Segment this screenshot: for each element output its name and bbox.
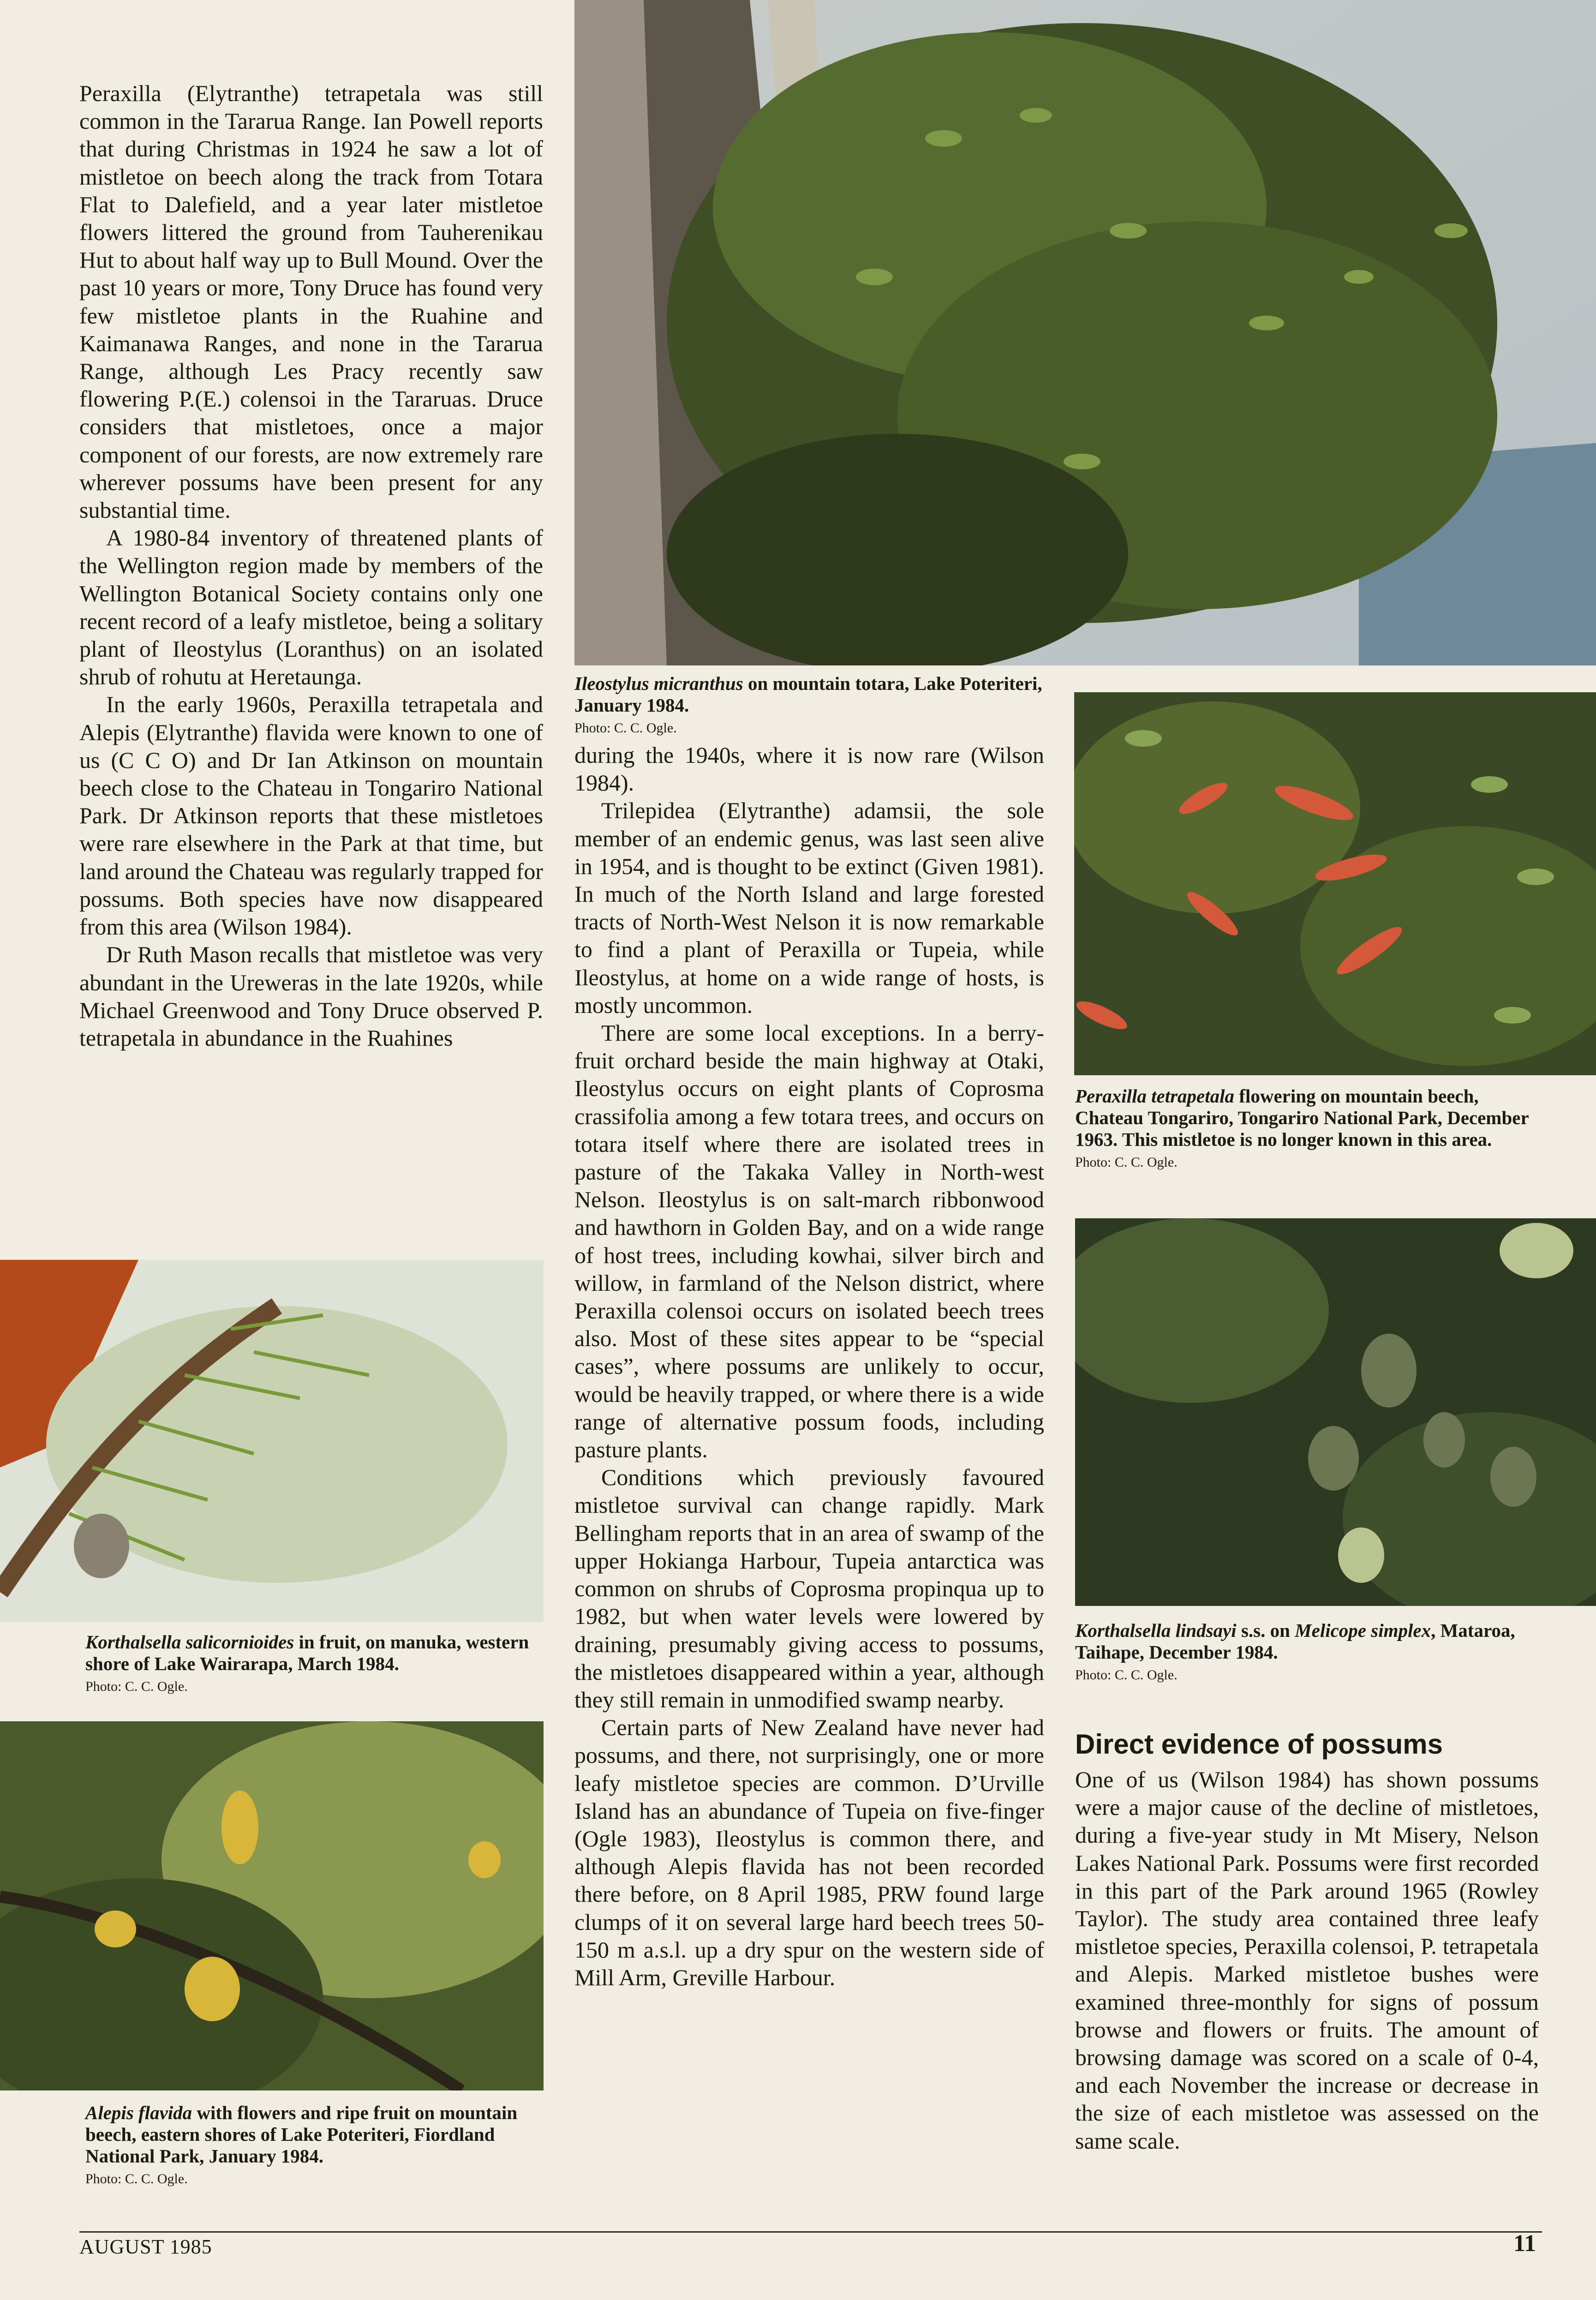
- photo-credit: Photo: C. C. Ogle.: [574, 720, 677, 736]
- photo-credit: Photo: C. C. Ogle.: [85, 1679, 188, 1694]
- paragraph: during the 1940s, where it is now rare (Wilson 1984).: [574, 742, 1044, 796]
- paragraph: Certain parts of New Zealand have never had possums, and there, not surprisingly, one or more leafy mistletoe species are common. D’Urville Island has an abundance of Tupeia on five-finger (Ogle 1983), Ileostylus is common there, and although Alepis flavida has not been recorded there before, on 8 April 1985, PRW found large clumps of it on several large hard beech trees 50-150 m a.s.l. up a dry spur on the western side of Mill Arm, Greville Harbour.: [574, 1714, 1044, 1990]
- photo-credit: Photo: C. C. Ogle.: [85, 2171, 188, 2186]
- caption-peraxilla: Peraxilla tetrapetala flowering on mountain beech, Chateau Tongariro, Tongariro National Park, December 1963. This mistletoe is no longer known in this area. Photo: C. C. Ogle.: [1075, 1085, 1541, 1173]
- caption-korthalsella-lindsayi: Korthalsella lindsayi s.s. on Melicope simplex, Mataroa, Taihape, December 1984. Photo: C. C. Ogle.: [1075, 1620, 1541, 1685]
- section-heading: Direct evidence of possums: [1075, 1729, 1443, 1760]
- column-2-text: [574, 741, 1044, 1991]
- paragraph: Trilepidea (Elytranthe) adamsii, the sole member of an endemic genus, was last seen alive in 1954, and is thought to be extinct (Given 1981). In much of the North Island and large forested tracts of North-West Nelson it is now remarkable to find a plant of Peraxilla or Tupeia, while Ileostylus, at home on a wide range of hosts, is mostly uncommon.: [574, 797, 1044, 1018]
- photo-credit: Photo: C. C. Ogle.: [1075, 1667, 1178, 1683]
- photo-credit: Photo: C. C. Ogle.: [1075, 1155, 1178, 1170]
- paragraph: In the early 1960s, Peraxilla tetrapetala and Alepis (Elytranthe) flavida were known to one of us (C C O) and Dr Ian Atkinson on mountain beech close to the Chateau in Tongariro National Park. Dr Atkinson reports that these mistletoes were rare elsewhere in the Park at that time, but land around the Chateau was regularly trapped for possums. Both species have now disappeared from this area (Wilson 1984).: [79, 691, 543, 940]
- caption-ileostylus: Ileostylus micranthus on mountain totara, Lake Poteriteri, January 1984. Photo: C. C. Ogle.: [574, 673, 1050, 738]
- photo-alepis-flavida: [0, 1721, 544, 2090]
- photo-ileostylus-micranthus: [574, 0, 1596, 665]
- column-1-text: [79, 79, 543, 1052]
- paragraph: Dr Ruth Mason recalls that mistletoe was very abundant in the Ureweras in the late 1920s, while Michael Greenwood and Tony Druce observed P. tetrapetala in abundance in the Ruahines: [79, 941, 543, 1051]
- photo-korthalsella-lindsayi: [1075, 1218, 1596, 1606]
- caption-alepis: Alepis flavida with flowers and ripe fruit on mountain beech, eastern shores of Lake Poteriteri, Fiordland National Park, January 1984. Photo: C. C. Ogle.: [85, 2102, 547, 2189]
- paragraph: Conditions which previously favoured mistletoe survival can change rapidly. Mark Bellingham reports that in an area of swamp of the upper Hokianga Harbour, Tupeia antarctica was common on shrubs of Coprosma propinqua up to 1982, but when water levels were lowered by draining, presumably giving access to possums, the mistletoes disappeared within a year, although they still remain in unmodified swamp nearby.: [574, 1464, 1044, 1713]
- photo-peraxilla-tetrapetala: [1074, 692, 1596, 1075]
- paragraph: A 1980-84 inventory of threatened plants of the Wellington region made by members of the Wellington Botanical Society contains only one recent record of a leafy mistletoe, being a solitary plant of Ileostylus (Loranthus) on an isolated shrub of rohutu at Heretaunga.: [79, 525, 543, 690]
- footer-rule: [79, 2231, 1542, 2233]
- caption-korthalsella-salicornioides: Korthalsella salicornioides in fruit, on manuka, western shore of Lake Wairarapa, March 1984. Photo: C. C. Ogle.: [85, 1631, 547, 1697]
- paragraph: There are some local exceptions. In a berry-fruit orchard beside the main highway at Otaki, Ileostylus occurs on eight plants of Coprosma crassifolia among a few totara trees, and occurs on totara itself where there are isolated trees in pasture of the Takaka Valley in North-west Nelson. Ileostylus is on salt-march ribbonwood and hawthorn in Golden Bay, and on a wide range of host trees, including kowhai, silver birch and willow, in farmland of the Nelson district, where Peraxilla colensoi occurs on isolated beech trees also. Most of these sites appear to be “special cases”, where possums are unlikely to occur, would be heavily trapped, or where there is a wide range of alternative possum foods, including pasture plants.: [574, 1020, 1044, 1463]
- column-3-text: [1075, 1766, 1539, 2155]
- paragraph: One of us (Wilson 1984) has shown possums were a major cause of the decline of mistletoes, during a five-year study in Mt Misery, Nelson Lakes National Park. Possums were first recorded in this part of the Park around 1965 (Rowley Taylor). The study area contained three leafy mistletoe species, Peraxilla colensoi, P. tetrapetala and Alepis. Marked mistletoe bushes were examined three-monthly for signs of possum browse and flowers or fruits. The amount of browsing damage was scored on a scale of 0-4, and each November the increase or decrease in the size of each mistletoe was assessed on the same scale.: [1075, 1767, 1539, 2154]
- paragraph: Peraxilla (Elytranthe) tetrapetala was still common in the Tararua Range. Ian Powell reports that during Christmas in 1924 he saw a lot of mistletoe on beech along the track from Totara Flat to Dalefield, and a year later mistletoe flowers littered the ground from Tauherenikau Hut to about half way up to Bull Mound. Over the past 10 years or more, Tony Druce has found very few mistletoe plants in the Ruahine and Kaimanawa Ranges, and none in the Tararua Range, although Les Pracy recently saw flowering P.(E.) colensoi in the Tararuas. Druce considers that mistletoes, once a major component of our forests, are now extremely rare wherever possums have been present for any substantial time.: [79, 80, 543, 523]
- footer-issue: AUGUST 1985: [79, 2235, 212, 2258]
- page-number: 11: [1513, 2230, 1536, 2257]
- photo-korthalsella-salicornioides: [0, 1260, 544, 1622]
